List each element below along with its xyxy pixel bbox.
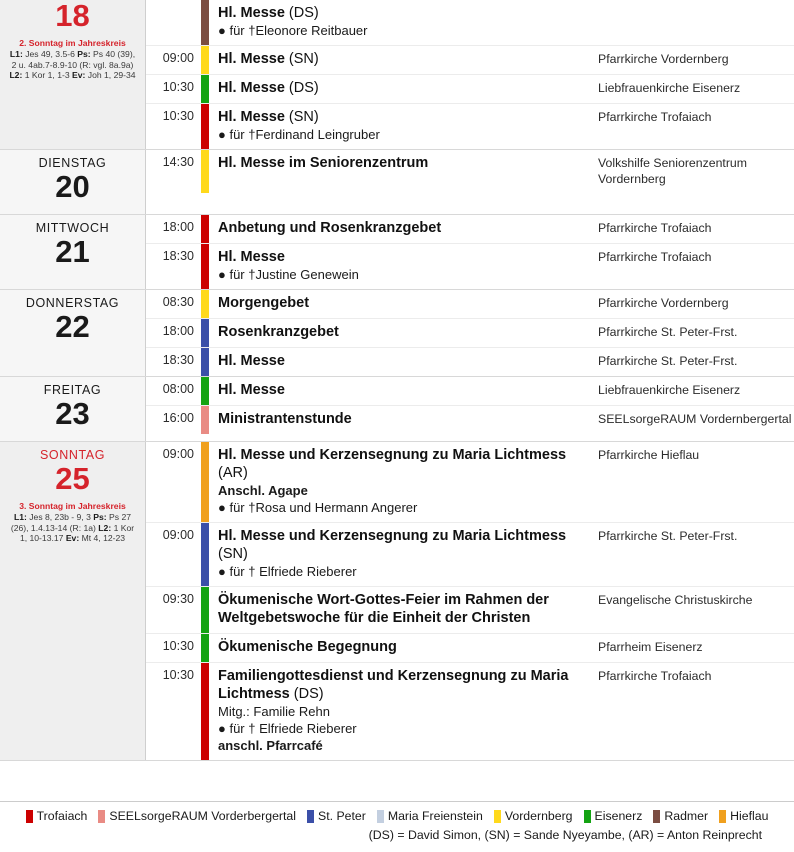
- day-name: SONNTAG: [39, 448, 106, 462]
- day-events: [146, 215, 794, 289]
- event-main: [218, 323, 598, 341]
- event-location: Pfarrkirche St. Peter-Frst.: [598, 354, 738, 368]
- event-row[interactable]: [146, 318, 794, 347]
- event-row[interactable]: [146, 290, 794, 318]
- event-location: [598, 4, 794, 39]
- event-note: ● für †Ferdinand Leingruber: [218, 127, 380, 142]
- event-main: [218, 154, 598, 187]
- event-location: Pfarrkirche Trofaiach: [598, 221, 712, 235]
- event-time: 18:00: [162, 324, 194, 338]
- event-title: Hl. Messe: [218, 382, 285, 398]
- parish-color-bar: [201, 104, 209, 149]
- event-row[interactable]: [146, 662, 794, 760]
- event-row[interactable]: [146, 215, 794, 243]
- parish-color-bar: [201, 150, 209, 193]
- event-note: ● für †Eleonore Reitbauer: [218, 23, 368, 38]
- readings-body: L1: Jes 8, 23b - 9, 3 Ps: Ps 27 (26), 1.4.13-14 (R: 1a) L2: 1 Kor 1, 10-13.17 Ev: Mt 4, 12-23: [10, 512, 135, 544]
- day-header-mittwoch-21: [0, 215, 146, 289]
- legend-swatch: [584, 810, 591, 823]
- event-main: [218, 381, 598, 399]
- event-location: Pfarrkirche Vordernberg: [598, 296, 729, 310]
- event-main: [218, 352, 598, 370]
- event-note: Mitg.: Familie Rehn: [218, 704, 330, 719]
- legend-label: Maria Freienstein: [387, 809, 483, 823]
- legend-item-st-peter: [307, 809, 366, 824]
- readings-body: L1: Jes 49, 3.5-6 Ps: Ps 40 (39), 2 u. 4ab.7-8.9-10 (R: vgl. 8a.9a) L2: 1 Kor 1, 1-3 Ev: Joh 1, 29-34: [9, 49, 136, 81]
- day-number: 23: [55, 396, 90, 431]
- day-events: [146, 377, 794, 441]
- celebrants-key: (DS) = David Simon, (SN) = Sande Nyeyambe, (AR) = Anton Reinprecht: [368, 828, 762, 842]
- day-group: [0, 442, 794, 761]
- event-body: [209, 634, 794, 662]
- event-main: [218, 108, 598, 143]
- event-celebrant-code: (SN): [284, 109, 319, 125]
- liturgical-readings: [7, 501, 138, 544]
- event-main: [218, 79, 598, 97]
- event-row[interactable]: [146, 0, 794, 45]
- parish-color-bar: [201, 348, 209, 376]
- day-events: [146, 150, 794, 214]
- event-body: [209, 104, 794, 149]
- day-events: [146, 442, 794, 760]
- event-time: 10:30: [162, 668, 194, 682]
- legend-swatch: [307, 810, 314, 823]
- legend-item-trofaiach: [26, 809, 88, 824]
- event-body: [209, 244, 794, 289]
- event-time: 09:00: [162, 528, 194, 542]
- event-main: [218, 638, 598, 656]
- event-time: 10:30: [162, 109, 194, 123]
- parish-color-bar: [201, 0, 209, 45]
- parish-color-bar: [201, 215, 209, 243]
- day-number: 20: [55, 169, 90, 204]
- event-note: ● für †Justine Genewein: [218, 267, 359, 282]
- legend-swatch: [98, 810, 105, 823]
- event-celebrant-code: (SN): [218, 546, 248, 562]
- readings-title: 2. Sonntag im Jahreskreis: [19, 38, 126, 48]
- day-name: DONNERSTAG: [25, 296, 120, 310]
- event-note: Anschl. Agape: [218, 483, 308, 498]
- parish-color-bar: [201, 46, 209, 74]
- event-location: Pfarrkirche St. Peter-Frst.: [598, 529, 738, 543]
- day-group: [0, 150, 794, 215]
- event-main: [218, 591, 598, 627]
- event-title: Anbetung und Rosenkranzgebet: [218, 220, 442, 236]
- event-time: 10:30: [162, 639, 194, 653]
- event-title: Morgengebet: [218, 295, 310, 311]
- day-group: [0, 0, 794, 150]
- legend-swatch: [653, 810, 660, 823]
- event-main: [218, 294, 598, 312]
- day-number: 18: [55, 0, 90, 33]
- event-main: [218, 4, 598, 39]
- event-time: 14:30: [162, 155, 194, 169]
- event-body: [209, 290, 794, 318]
- event-body: [209, 348, 794, 376]
- event-row[interactable]: [146, 405, 794, 434]
- event-main: [218, 219, 598, 237]
- event-location: Pfarrkirche St. Peter-Frst.: [598, 325, 738, 339]
- legend-swatch: [26, 810, 33, 823]
- event-location: Pfarrkirche Trofaiach: [598, 669, 712, 683]
- event-main: [218, 248, 598, 283]
- event-body: [209, 150, 794, 193]
- event-location: SEELsorgeRAUM Vordernbergertal: [598, 412, 792, 426]
- event-title: Hl. Messe (SN): [218, 109, 319, 125]
- event-body: [209, 406, 794, 434]
- day-number: 22: [55, 309, 90, 344]
- parish-color-bar: [201, 523, 209, 586]
- legend-item-vordernberg: [494, 809, 573, 824]
- event-time: 09:00: [162, 447, 194, 461]
- event-time: 16:00: [162, 411, 194, 425]
- event-body: [209, 75, 794, 103]
- event-location: Pfarrheim Eisenerz: [598, 640, 703, 654]
- legend-swatch: [377, 810, 384, 823]
- day-number: 21: [55, 234, 90, 269]
- event-note: ● für † Elfriede Rieberer: [218, 564, 357, 579]
- parish-color-bar: [201, 377, 209, 405]
- event-title: Hl. Messe (DS): [218, 5, 319, 21]
- event-time: 18:30: [162, 249, 194, 263]
- event-body: [209, 663, 794, 760]
- event-row[interactable]: [146, 522, 794, 586]
- parish-color-bar: [201, 663, 209, 760]
- parish-color-bar: [201, 244, 209, 289]
- parish-color-bar: [201, 634, 209, 662]
- event-main: [218, 410, 598, 428]
- parish-color-bar: [201, 442, 209, 522]
- event-time: 10:30: [162, 80, 194, 94]
- legend-item-seelsorgeraum: [98, 809, 296, 824]
- parish-color-bar: [201, 587, 209, 633]
- day-name: FREITAG: [43, 383, 102, 397]
- event-location: Pfarrkirche Trofaiach: [598, 250, 712, 264]
- legend-item-radmer: [653, 809, 708, 824]
- event-time: 08:00: [162, 382, 194, 396]
- day-group: [0, 215, 794, 290]
- parish-color-bar: [201, 406, 209, 434]
- event-title: Hl. Messe: [218, 353, 285, 369]
- event-title: Hl. Messe und Kerzensegnung zu Maria Lichtmess (AR): [218, 447, 567, 481]
- legend-label: St. Peter: [318, 809, 366, 823]
- event-time: 18:00: [162, 220, 194, 234]
- legend-label: Trofaiach: [36, 809, 88, 823]
- event-row[interactable]: [146, 347, 794, 376]
- day-group: [0, 377, 794, 442]
- day-header-dienstag-20: [0, 150, 146, 214]
- event-location: Liebfrauenkirche Eisenerz: [598, 383, 741, 397]
- day-events: [146, 290, 794, 376]
- event-celebrant-code: (AR): [218, 465, 248, 481]
- parish-color-bar: [201, 290, 209, 318]
- day-header-sonntag-25: [0, 442, 146, 760]
- parish-color-bar: [201, 75, 209, 103]
- event-body: [209, 215, 794, 243]
- event-time: 08:30: [162, 295, 194, 309]
- event-title: Hl. Messe: [218, 249, 285, 265]
- parish-color-bar: [201, 319, 209, 347]
- legend-label: Radmer: [664, 809, 709, 823]
- event-location: Volkshilfe Seniorenzentrum Vordernberg: [598, 156, 748, 186]
- event-location: Liebfrauenkirche Eisenerz: [598, 81, 741, 95]
- legend-item-hieflau: [719, 809, 768, 824]
- parish-color-legend: [10, 809, 784, 824]
- event-row[interactable]: [146, 45, 794, 74]
- legend-label: SEELsorgeRAUM Vorderbergertal: [109, 809, 296, 823]
- event-note: anschl. Pfarrcafé: [218, 738, 323, 753]
- day-header-freitag-23: [0, 377, 146, 441]
- event-title: Ökumenische Begegnung: [218, 639, 397, 655]
- liturgical-readings: [7, 38, 138, 81]
- event-body: [209, 442, 794, 522]
- event-body: [209, 523, 794, 586]
- legend-swatch: [719, 810, 726, 823]
- legend-label: Eisenerz: [594, 809, 643, 823]
- event-time: 09:00: [162, 51, 194, 65]
- event-title: Hl. Messe (DS): [218, 80, 319, 96]
- event-title: Hl. Messe und Kerzensegnung zu Maria Lichtmess (SN): [218, 528, 567, 562]
- event-row[interactable]: [146, 442, 794, 522]
- event-celebrant-code: (SN): [284, 51, 319, 67]
- event-time: [146, 0, 201, 45]
- legend-label: Vordernberg: [504, 809, 573, 823]
- event-celebrant-code: (DS): [284, 5, 319, 21]
- day-name: MITTWOCH: [35, 221, 110, 235]
- event-celebrant-code: (DS): [284, 80, 319, 96]
- event-row[interactable]: [146, 74, 794, 103]
- event-row[interactable]: [146, 586, 794, 633]
- event-location: Pfarrkirche Trofaiach: [598, 110, 712, 124]
- event-row[interactable]: [146, 243, 794, 289]
- day-number: 25: [55, 461, 90, 496]
- event-time: 18:30: [162, 353, 194, 367]
- legend-item-eisenerz: [584, 809, 643, 824]
- legend-swatch: [494, 810, 501, 823]
- readings-title: 3. Sonntag im Jahreskreis: [19, 501, 126, 511]
- event-body: [209, 46, 794, 74]
- event-main: [218, 667, 598, 754]
- event-body: [209, 377, 794, 405]
- event-title: Familiengottesdienst und Kerzensegnung zu Maria Lichtmess (DS): [218, 668, 569, 702]
- event-location: Pfarrkirche Vordernberg: [598, 52, 729, 66]
- event-row[interactable]: [146, 150, 794, 193]
- legend-label: Hieflau: [730, 809, 769, 823]
- event-location: Pfarrkirche Hieflau: [598, 448, 700, 462]
- event-row[interactable]: [146, 103, 794, 149]
- day-group: [0, 290, 794, 377]
- event-location: Evangelische Christuskirche: [598, 593, 753, 607]
- event-note: ● für †Rosa und Hermann Angerer: [218, 500, 418, 515]
- event-note: ● für † Elfriede Rieberer: [218, 721, 357, 736]
- event-title: Hl. Messe (SN): [218, 51, 319, 67]
- legend-section: [0, 801, 794, 852]
- day-header-donnerstag-22: [0, 290, 146, 376]
- event-body: [209, 587, 794, 633]
- event-row[interactable]: [146, 377, 794, 405]
- event-title: Ökumenische Wort-Gottes-Feier im Rahmen der Weltgebetswoche für die Einheit der Christen: [218, 592, 549, 626]
- event-body: [209, 0, 794, 45]
- event-time: 09:30: [162, 592, 194, 606]
- event-title: Hl. Messe im Seniorenzentrum: [218, 155, 429, 171]
- day-name: DIENSTAG: [38, 156, 107, 170]
- event-row[interactable]: [146, 633, 794, 662]
- event-celebrant-code: (DS): [289, 686, 324, 702]
- day-header-sonntag-18: [0, 0, 146, 149]
- event-title: Ministrantenstunde: [218, 411, 352, 427]
- event-main: [218, 446, 598, 516]
- day-events: [146, 0, 794, 149]
- event-title: Rosenkranzgebet: [218, 324, 339, 340]
- event-main: [218, 50, 598, 68]
- event-body: [209, 319, 794, 347]
- legend-item-maria-freienstein: [377, 809, 483, 824]
- event-main: [218, 527, 598, 580]
